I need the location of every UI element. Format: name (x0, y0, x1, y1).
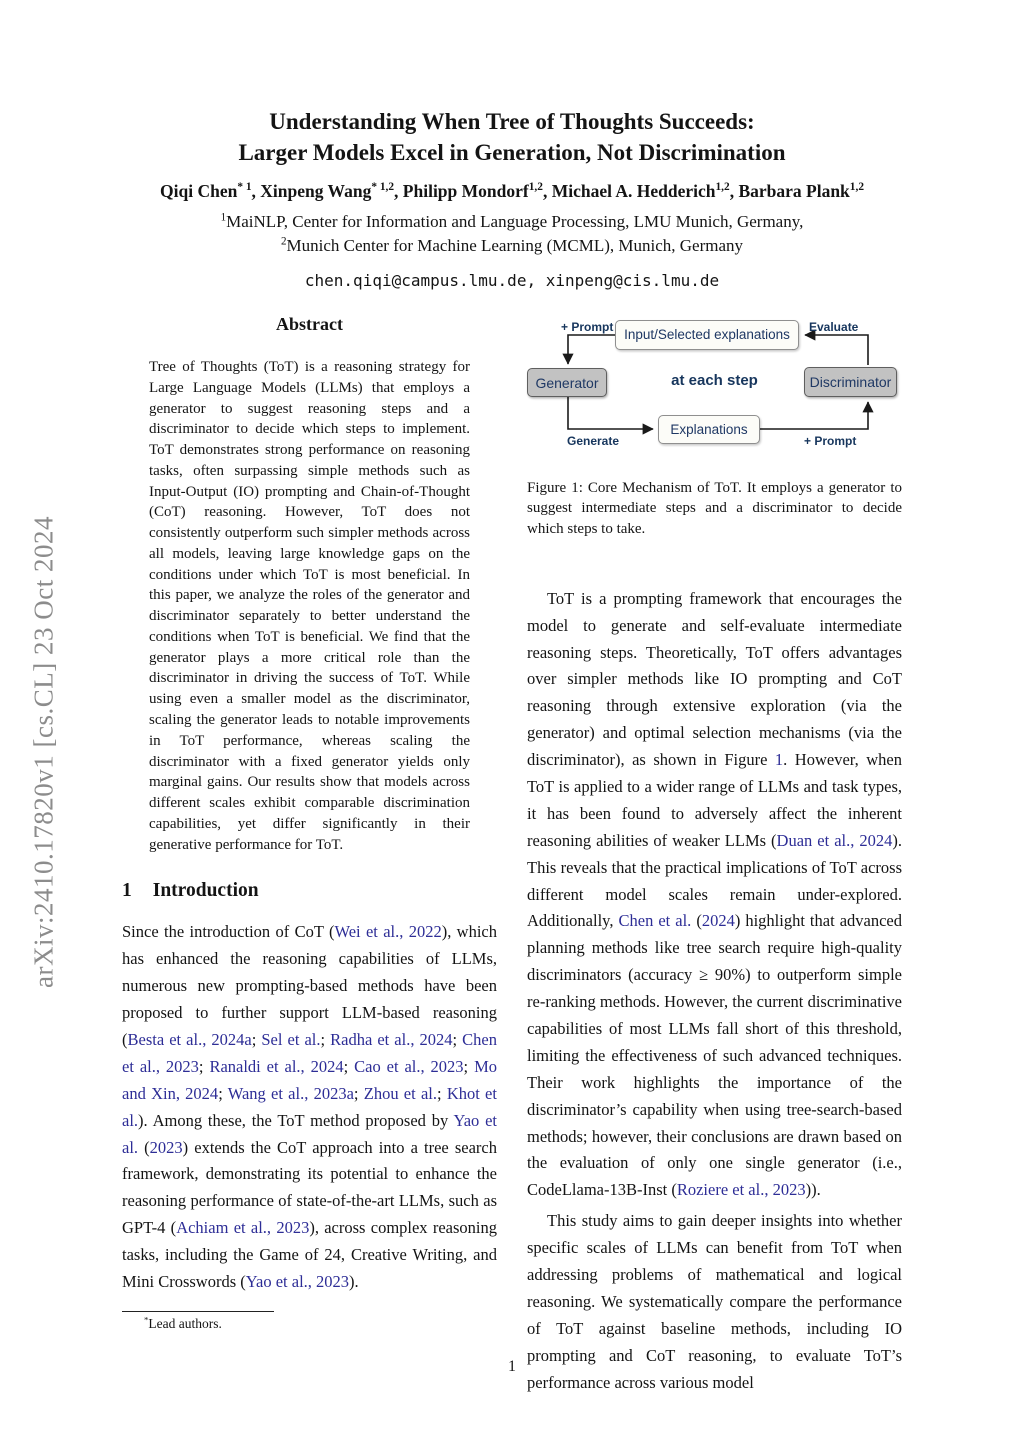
two-column-body (122, 308, 902, 1396)
text-segment: ; (463, 1056, 475, 1076)
text-segment: ; (343, 1056, 355, 1076)
affiliation-2 (0, 234, 1024, 258)
text-segment: , Xinpeng Wang (251, 181, 372, 202)
text-segment: )). (805, 1180, 821, 1200)
introduction-paragraph (122, 919, 497, 1295)
citation-link[interactable]: Roziere et al., 2023 (676, 1180, 806, 1200)
text-segment: ; (452, 1029, 463, 1049)
section-title: Introduction (152, 880, 259, 902)
text-segment: ), across complex reasoning tasks, including the Game of 24, Creative Writing, and Mini Crosswords ( (122, 1218, 497, 1291)
text-segment: ), which has enhanced the reasoning capabilities of LLMs, numerous new prompting-based methods have been proposed to further support LLM-based reasoning ( (122, 922, 497, 1049)
citation-link[interactable]: Sel et al. (261, 1029, 321, 1049)
text-segment: ; (320, 1029, 331, 1049)
citation-link[interactable]: Duan et al., 2024 (776, 830, 893, 850)
paper-title-line2: Larger Models Excel in Generation, Not Discrimination (238, 140, 786, 166)
text-segment: ; (251, 1029, 262, 1049)
text-segment: . However, when ToT is applied to a wider range of LLMs and task types, it has been found to adversely affect the inherent reasoning abilities of weaker LLMs ( (527, 750, 903, 850)
text-segment: Munich Center for Machine Learning (MCML), Munich, Germany (286, 236, 744, 256)
footnote-rule (122, 1311, 274, 1312)
text-segment: , Michael A. Hedderich (542, 181, 716, 202)
superscript: * 1,2 (371, 181, 395, 194)
footnote-lead-authors (122, 1316, 497, 1332)
node-explanations: Explanations (658, 415, 760, 444)
paper-title-line1: Understanding When Tree of Thoughts Succeeds: (269, 109, 755, 134)
text-segment: ( (691, 911, 702, 931)
citation-link[interactable]: Chen et al. (618, 911, 692, 931)
superscript: 1,2 (528, 181, 543, 194)
text-segment: ; (218, 1083, 228, 1103)
citation-link[interactable]: Yao et al. (122, 1110, 497, 1157)
citation-link[interactable]: 2024 (701, 911, 735, 931)
text-segment: Since the introduction of CoT ( (122, 922, 335, 942)
edge-label-prompt-top: + Prompt (561, 320, 614, 334)
citation-link[interactable]: 2023 (149, 1137, 183, 1157)
right-column (527, 308, 902, 1396)
text-segment: , Barbara Plank (729, 181, 850, 202)
edge-label-prompt-bottom: + Prompt (804, 434, 857, 448)
text-segment: ) highlight that advanced planning methods like tree search require high-quality discriminators (accuracy ≥ 90%) to outperform simple re-ranking methods. However, the current discriminative capabilities of most LLMs fall short of this threshold, limiting the effectiveness of such advanced techniques. Their work highlights the importance of the discriminator’s capability when using tree-search-based methods; however, their conclusions are drawn based on the evaluation of only one single generator (i.e., CodeLlama-13B-Inst ( (527, 911, 902, 1200)
figure-1-caption: Figure 1: Core Mechanism of ToT. It employs a generator to suggest intermediate steps and a discriminator to decide which steps to take. (527, 480, 902, 537)
superscript: 1 (220, 211, 227, 224)
citation-link[interactable]: Khot et al. (122, 1083, 497, 1130)
node-input-selected-explanations: Input/Selected explanations (615, 320, 799, 350)
paper-header (0, 106, 1024, 290)
affiliation-1 (0, 210, 1024, 234)
text-segment: , Philipp Mondorf (394, 181, 529, 202)
text-segment: ; (353, 1083, 364, 1103)
left-column (122, 308, 497, 1396)
superscript: * 1 (237, 181, 252, 194)
edge-label-evaluate: Evaluate (809, 320, 859, 334)
citation-link[interactable]: Yao et al., 2023 (245, 1271, 350, 1291)
citation-link[interactable]: Wang et al., 2023a (227, 1083, 354, 1103)
superscript: * (144, 1314, 149, 1325)
abstract-heading: Abstract (276, 314, 343, 334)
citation-link[interactable]: Zhou et al. (363, 1083, 437, 1103)
text-segment: MaiNLP, Center for Information and Language Processing, LMU Munich, Germany, (226, 212, 804, 232)
label-at-each-step: at each step (671, 372, 758, 389)
citation-link[interactable]: Cao et al., 2023 (354, 1056, 464, 1076)
text-segment: Lead authors. (148, 1315, 222, 1331)
text-segment: Qiqi Chen (160, 181, 238, 202)
citation-link[interactable]: Mo and Xin, 2024 (122, 1056, 497, 1103)
text-segment: ToT is a prompting framework that encourages the model to generate and self-evaluate intermediate reasoning steps. Theoretically, ToT offers advantages over simpler methods like IO prompting and CoT reasoning through extensive exploration (via the generator) and optimal selection mechanisms (via the discriminator), as shown in Figure (527, 588, 902, 770)
citation-link[interactable]: Achiam et al., 2023 (176, 1218, 310, 1238)
section-heading-introduction (122, 880, 497, 902)
text-segment: ; (436, 1083, 447, 1103)
affiliations (0, 210, 1024, 258)
arxiv-watermark: arXiv:2410.17820v1 [cs.CL] 23 Oct 2024 (28, 516, 59, 988)
abstract-body: Tree of Thoughts (ToT) is a reasoning strategy for Large Language Models (LLMs) that employs a generator to suggest reasoning steps and a discriminator to decide which steps to implement. ToT demonstrates strong performance on reasoning tasks, often surpassing simple methods such as Input-Output (IO) prompting and Chain-of-Thought (CoT) reasoning. However, ToT does not consistently outperform such simpler methods across all models, leaving large knowledge gaps on the conditions under which ToT is most beneficial. In this paper, we analyze the roles of the generator and discriminator separately to better understand the conditions when ToT is beneficial. We find that the generator plays a more critical role than the discriminator in driving the success of ToT. While using even a smaller model as the discriminator, scaling the generator leads to notable improvements in ToT performance, whereas scaling the discriminator with a fixed generator yields only marginal gains. Our results show that models across different scales exhibit comparable discrimination capabilities, yet differ significantly in their generative performance for ToT. (149, 359, 470, 853)
section-number: 1 (122, 880, 132, 902)
text-segment: ; (198, 1056, 210, 1076)
text-segment: ). Among these, the ToT method proposed by (138, 1110, 454, 1130)
email-line: chen.qiqi@campus.lmu.de, xinpeng@cis.lmu.de (304, 271, 720, 291)
superscript: 2 (280, 235, 287, 248)
right-paragraph-1 (527, 586, 902, 1204)
paper-title (0, 106, 1024, 168)
citation-link[interactable]: Ranaldi et al., 2024 (209, 1056, 344, 1076)
citation-link[interactable]: Besta et al., 2024a (127, 1029, 252, 1049)
superscript: 1,2 (715, 181, 730, 194)
edge-label-generate: Generate (567, 434, 620, 448)
node-discriminator: Discriminator (804, 367, 897, 397)
text-segment: ). (349, 1271, 359, 1291)
tot-mechanism-diagram (527, 318, 902, 456)
figure-1 (527, 318, 902, 539)
citation-link[interactable]: Radha et al., 2024 (330, 1029, 453, 1049)
superscript: 1,2 (849, 181, 864, 194)
node-generator: Generator (527, 368, 607, 397)
citation-link[interactable]: Chen et al., 2023 (122, 1029, 498, 1076)
text-segment: ) extends the CoT approach into a tree search framework, demonstrating its potential to enhance the reasoning performance of state-of-the-art LLMs, such as GPT-4 ( (122, 1137, 497, 1238)
citation-link[interactable]: 1 (774, 750, 784, 770)
right-paragraph-2: This study aims to gain deeper insights into whether specific scales of LLMs can benefit from ToT when addressing problems of mathematical and logical reasoning. We systematically compare the performance of ToT against baseline methods, including IO prompting and CoT reasoning, to evaluate ToT’s performance across various model (527, 1211, 902, 1392)
citation-link[interactable]: Wei et al., 2022 (334, 922, 442, 942)
text-segment: ). This reveals that the practical implications of ToT across different model scales remain under-explored. Additionally, (527, 830, 902, 931)
text-segment: ( (138, 1137, 150, 1157)
page-number: 1 (508, 1358, 516, 1375)
authors-line (0, 181, 1024, 202)
